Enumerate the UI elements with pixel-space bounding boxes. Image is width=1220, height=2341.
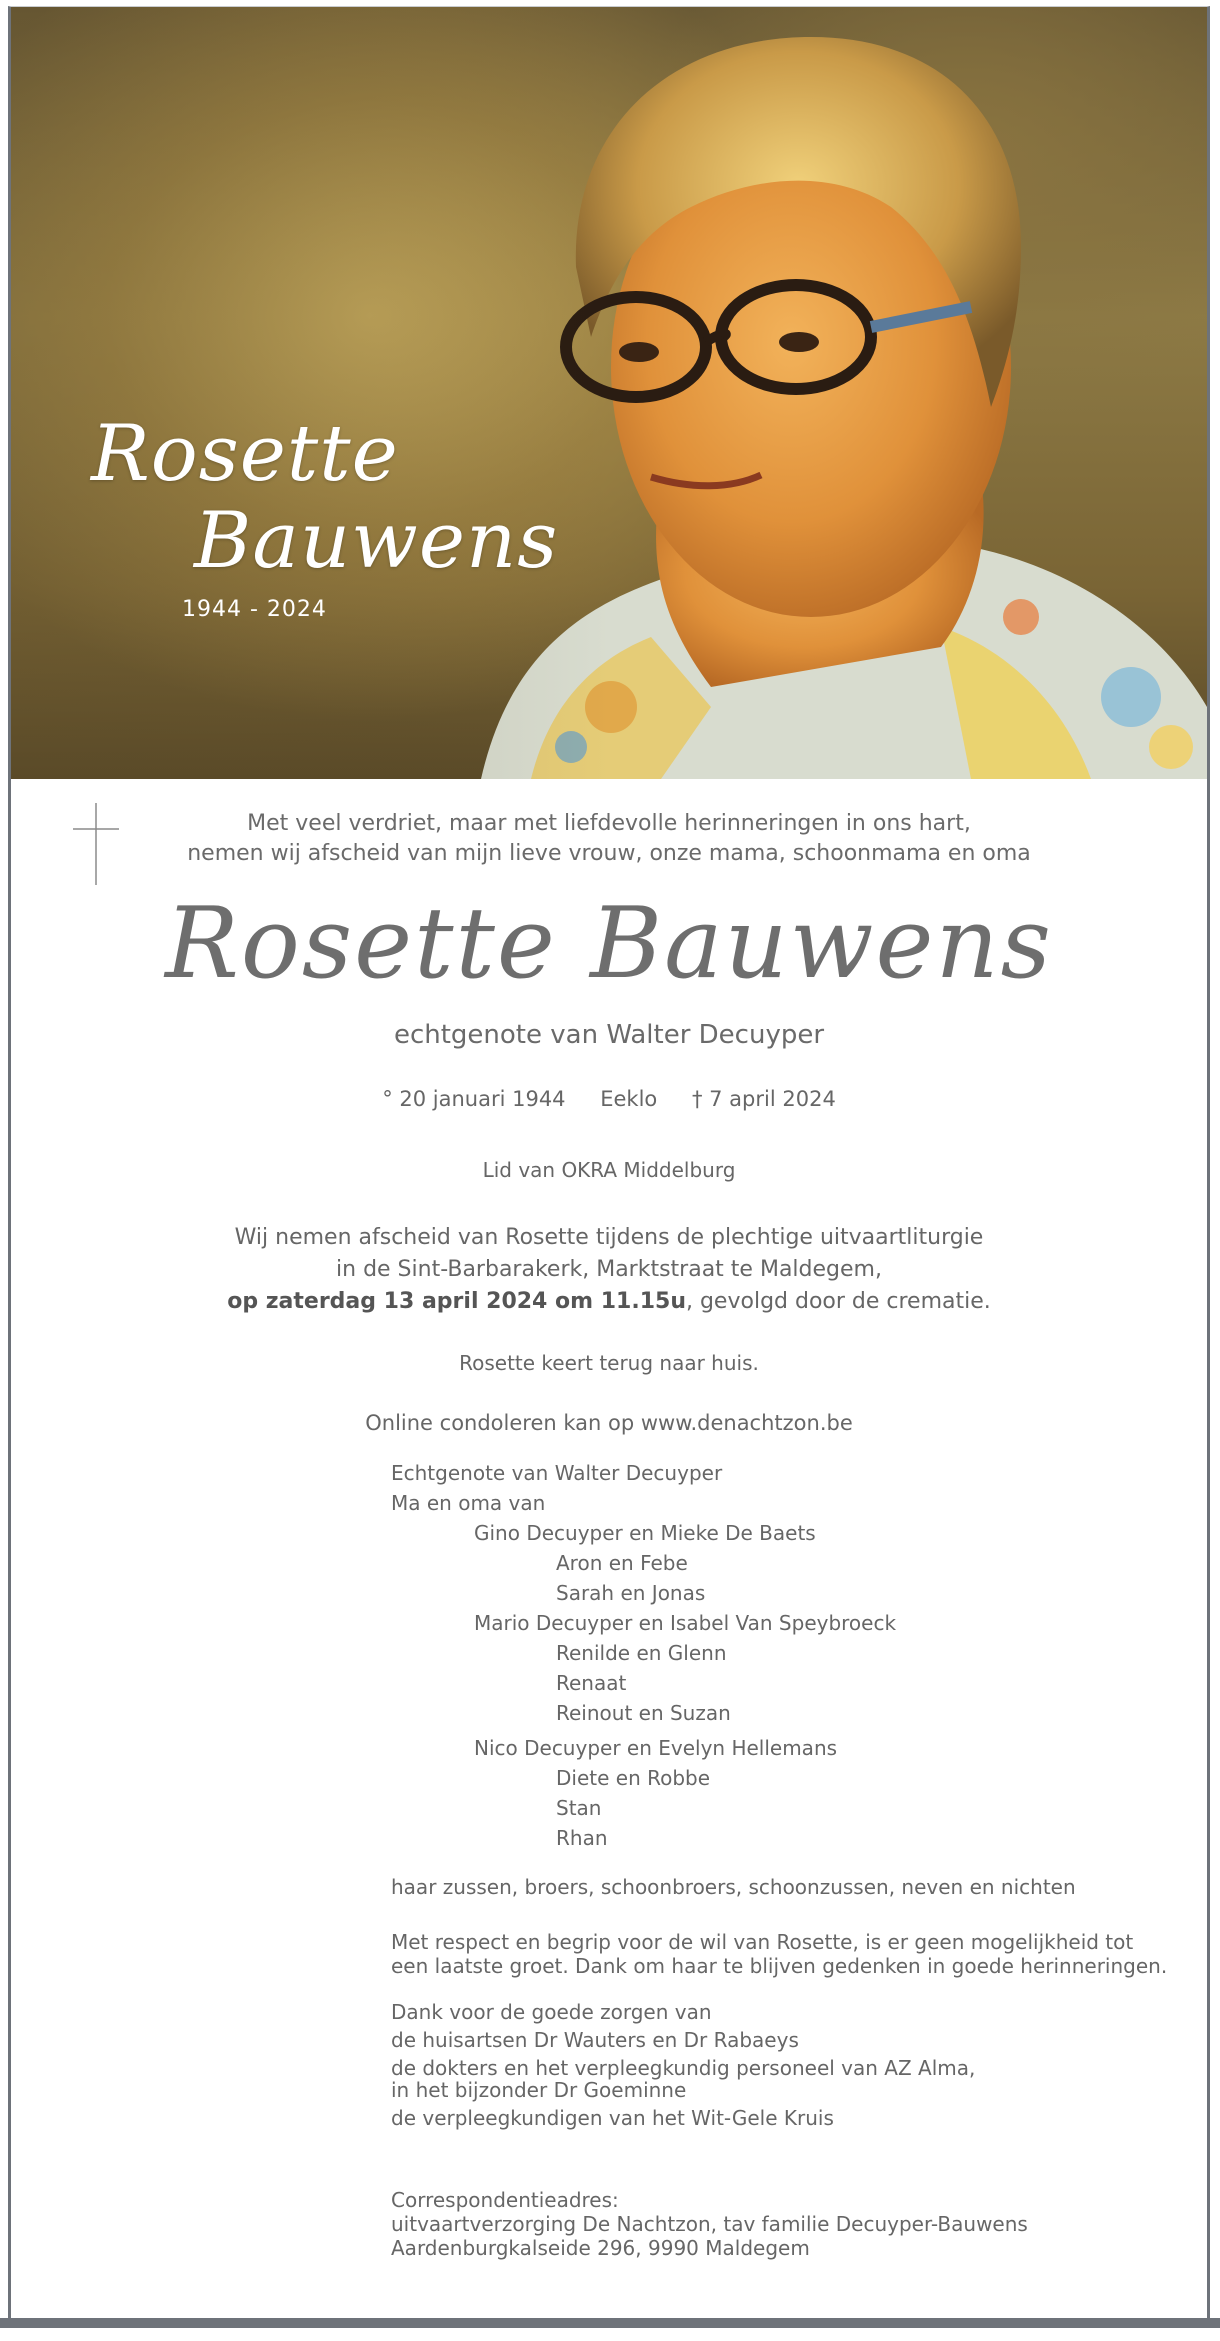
family-line: Renaat bbox=[556, 1671, 627, 1695]
portrait-photo bbox=[11, 7, 1207, 779]
membership: Lid van OKRA Middelburg bbox=[482, 1158, 736, 1182]
birth-death-dates bbox=[11, 1087, 1207, 1111]
family-line: Reinout en Suzan bbox=[556, 1701, 731, 1725]
thanks-line: Dank voor de goede zorgen van bbox=[391, 2000, 712, 2024]
ceremony-rest: , gevolgd door de crematie. bbox=[685, 1289, 991, 1314]
ceremony-line: Wij nemen afscheid van Rosette tijdens de plechtige uitvaartliturgie bbox=[234, 1225, 984, 1250]
photo-last-name: Bauwens bbox=[194, 496, 559, 586]
correspondence-line: Aardenburgkalseide 296, 9990 Maldegem bbox=[391, 2236, 810, 2260]
thanks-text bbox=[391, 2001, 975, 2129]
correspondence-address bbox=[391, 2188, 1028, 2260]
family-line: Sarah en Jonas bbox=[556, 1581, 706, 1605]
deceased-name: Rosette Bauwens bbox=[165, 887, 1053, 1001]
intro-text bbox=[11, 809, 1207, 869]
family-line: Ma en oma van bbox=[391, 1491, 546, 1515]
ceremony-line bbox=[11, 1286, 1207, 1318]
home-note: Rosette keert terug naar huis. bbox=[459, 1351, 759, 1375]
family-line: Nico Decuyper en Evelyn Hellemans bbox=[474, 1736, 838, 1760]
ceremony-line: in de Sint-Barbarakerk, Marktstraat te Maldegem, bbox=[336, 1257, 882, 1282]
correspondence-line: uitvaartverzorging De Nachtzon, tav familie Decuyper-Bauwens bbox=[391, 2212, 1028, 2236]
respect-line: Met respect en begrip voor de wil van Rosette, is er geen mogelijkheid tot bbox=[391, 1930, 1134, 1954]
thanks-line: de dokters en het verpleegkundig personeel van AZ Alma, bbox=[391, 2056, 976, 2080]
family-line: Mario Decuyper en Isabel Van Speybroeck bbox=[474, 1611, 897, 1635]
family-line: Stan bbox=[556, 1796, 602, 1820]
family-line: Rhan bbox=[556, 1826, 608, 1850]
online-condolence: Online condoleren kan op www.denachtzon.be bbox=[365, 1411, 853, 1435]
birth-date: ° 20 januari 1944 bbox=[382, 1087, 566, 1111]
bottom-border bbox=[0, 2318, 1220, 2328]
ceremony-text bbox=[11, 1222, 1207, 1318]
respect-line: een laatste groet. Dank om haar te blijven gedenken in goede herinneringen. bbox=[391, 1954, 1168, 1978]
ceremony-datetime: op zaterdag 13 april 2024 om 11.15u bbox=[227, 1289, 686, 1314]
correspondence-label: Correspondentieadres: bbox=[391, 2188, 619, 2212]
thanks-line: in het bijzonder Dr Goeminne bbox=[391, 2078, 687, 2102]
thanks-line: de huisartsen Dr Wauters en Dr Rabaeys bbox=[391, 2028, 799, 2052]
family-line: Gino Decuyper en Mieke De Baets bbox=[474, 1521, 816, 1545]
spouse-line: echtgenote van Walter Decuyper bbox=[393, 1020, 825, 1050]
respect-text bbox=[391, 1930, 1167, 1978]
photo-first-name: Rosette bbox=[91, 409, 399, 499]
portrait-illustration bbox=[11, 7, 1207, 779]
family-line: haar zussen, broers, schoonbroers, schoonzussen, neven en nichten bbox=[391, 1875, 1076, 1899]
photo-years: 1944 - 2024 bbox=[182, 597, 327, 622]
death-notice-card bbox=[8, 6, 1210, 2322]
intro-line: Met veel verdriet, maar met liefdevolle herinneringen in ons hart, bbox=[247, 811, 971, 836]
birth-place: Eeklo bbox=[600, 1087, 658, 1111]
family-line: Diete en Robbe bbox=[556, 1766, 711, 1790]
thanks-line: de verpleegkundigen van het Wit-Gele Kruis bbox=[391, 2106, 834, 2130]
family-line: Aron en Febe bbox=[556, 1551, 688, 1575]
family-line: Renilde en Glenn bbox=[556, 1641, 727, 1665]
death-date: † 7 april 2024 bbox=[691, 1087, 836, 1111]
family-line: Echtgenote van Walter Decuyper bbox=[391, 1461, 723, 1485]
intro-line: nemen wij afscheid van mijn lieve vrouw, onze mama, schoonmama en oma bbox=[187, 841, 1031, 866]
